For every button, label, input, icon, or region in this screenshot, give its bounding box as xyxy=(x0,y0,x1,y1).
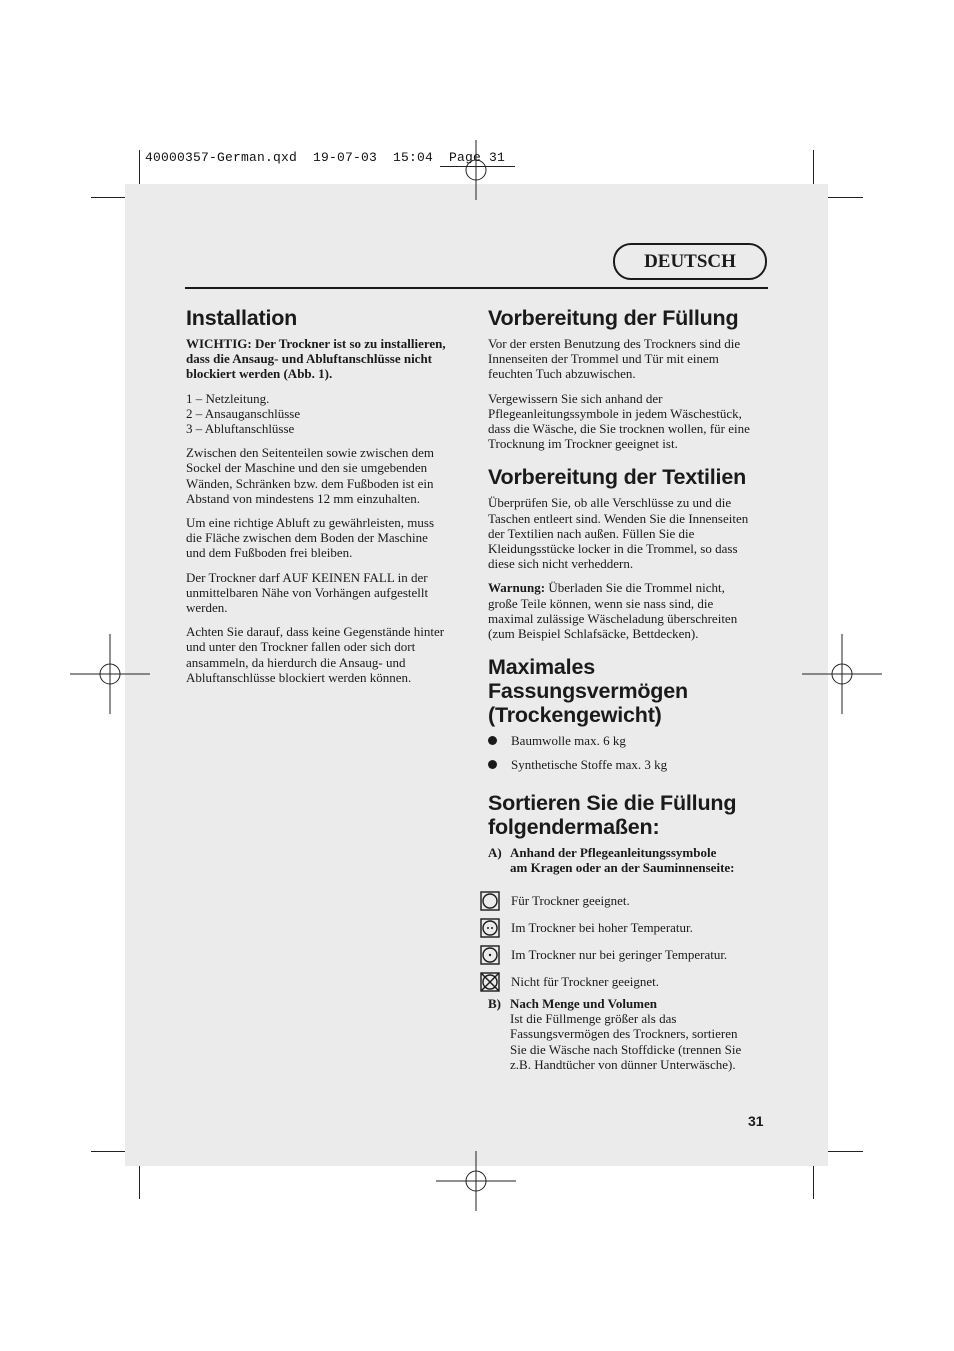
text-line: Anhand der Pflegeanleitungssymbole xyxy=(510,844,717,860)
bullet-icon xyxy=(488,736,497,745)
text-line: der Textilien nach außen. Füllen Sie die xyxy=(488,525,695,541)
text-line: Wänden, Schränken bzw. dem Fußboden ist ein xyxy=(186,475,434,491)
bullet-icon xyxy=(488,760,497,769)
tumble-dry-high-icon xyxy=(480,918,500,938)
care-symbol-text: Für Trockner geeignet. xyxy=(511,893,630,909)
tumble-dry-low-icon xyxy=(480,945,500,965)
right-column xyxy=(488,306,768,1080)
sort-step-a xyxy=(488,845,768,875)
crop-mark xyxy=(139,150,140,188)
warning-label: Warnung: xyxy=(488,580,546,596)
warning-paragraph xyxy=(488,580,768,641)
text-line: WICHTIG: Der Trockner ist so zu installieren, xyxy=(186,336,446,351)
text-line: Sie die Wäsche nach Stoffdicke (trennen Sie xyxy=(510,1041,742,1057)
text-line: Vergewissern Sie sich anhand der xyxy=(488,390,663,406)
installation-para-2 xyxy=(186,515,466,561)
text-line: große Teile können, wenn sie nass sind, die xyxy=(488,595,714,611)
text-line: Überladen Sie die Trommel nicht, xyxy=(545,580,725,596)
care-symbol-row xyxy=(488,972,768,992)
capacity-list xyxy=(488,733,768,772)
text-line: dass die Wäsche, die Sie trocknen wollen, für eine xyxy=(488,421,750,437)
prep-load-para-2 xyxy=(488,391,768,452)
language-label: DEUTSCH xyxy=(613,243,767,280)
installation-para-3 xyxy=(186,570,466,616)
part-item: 2 – Ansauganschlüsse xyxy=(186,405,301,421)
text-line: Der Trockner darf AUF KEINEN FALL in der xyxy=(186,569,428,585)
text-line: die Fläche zwischen dem Boden der Maschine xyxy=(186,530,428,546)
list-item xyxy=(488,757,768,772)
registration-mark-icon xyxy=(802,634,882,714)
heading-line: Maximales xyxy=(488,655,595,680)
crop-mark xyxy=(139,1161,140,1199)
text-line: dass die Ansaug- und Abluftanschlüsse nicht xyxy=(186,351,433,367)
text-line: Vor der ersten Benutzung des Trockners sind die xyxy=(488,336,741,351)
prep-load-para-1 xyxy=(488,336,768,382)
list-item-text: Synthetische Stoffe max. 3 kg xyxy=(511,757,668,773)
text-line: Achten Sie darauf, dass keine Gegenstände hinter xyxy=(186,624,445,640)
list-item xyxy=(488,733,768,748)
registration-mark-icon xyxy=(436,130,516,210)
text-line: unmittelbaren Nähe von Vorhängen aufgestellt xyxy=(186,584,429,600)
sort-step-b xyxy=(488,996,768,1072)
care-symbol-row xyxy=(488,918,768,938)
part-item: 1 – Netzleitung. xyxy=(186,390,270,406)
text-line: blockiert werden (Abb. 1). xyxy=(186,366,333,382)
text-line: feuchten Tuch abzuwischen. xyxy=(488,366,636,382)
do-not-tumble-dry-icon xyxy=(480,972,500,992)
heading-line: folgendermaßen: xyxy=(488,814,660,839)
care-symbol-text: Im Trockner nur bei geringer Temperatur. xyxy=(511,947,728,963)
care-symbol-row xyxy=(488,891,768,911)
registration-mark-icon xyxy=(436,1141,516,1221)
installation-heading: Installation xyxy=(186,306,298,330)
text-line: Innenseiten der Trommel und Tür mit einem xyxy=(488,351,719,367)
text-line: am Kragen oder an der Sauminnenseite: xyxy=(510,859,735,875)
text-line: Ist die Füllmenge größer als das xyxy=(510,1011,677,1027)
text-line: z.B. Handtücher von dünner Unterwäsche). xyxy=(510,1056,736,1072)
text-line: Überprüfen Sie, ob alle Verschlüsse zu und die xyxy=(488,495,732,511)
text-line: werden. xyxy=(186,600,228,616)
installation-para-4 xyxy=(186,624,466,685)
text-line: Abluftanschlüsse blockiert werden können. xyxy=(186,669,412,685)
print-slug: 40000357-German.qxd 19-07-03 15:04 Page 31 xyxy=(145,150,506,165)
step-text xyxy=(510,996,768,1072)
page-number: 31 xyxy=(748,1113,764,1129)
text-line: Taschen entleert sind. Wenden Sie die Innenseiten xyxy=(488,510,749,526)
text-line: diese sich nicht verheddern. xyxy=(488,556,634,572)
care-symbol-text: Im Trockner bei hoher Temperatur. xyxy=(511,920,693,936)
text-line: Zwischen den Seitenteilen sowie zwischen dem xyxy=(186,445,435,461)
text-line: und unter den Trockner fallen oder sich dort xyxy=(186,639,416,655)
crop-mark xyxy=(823,197,863,198)
crop-mark xyxy=(813,150,814,188)
step-title: Nach Menge und Volumen xyxy=(510,996,657,1012)
text-line: Abstand von mindestens 12 mm einzuhalten. xyxy=(186,490,420,506)
text-line: Kleidungsstücke locker in die Trommel, so dass xyxy=(488,541,738,557)
left-column xyxy=(186,306,466,694)
part-item: 3 – Abluftanschlüsse xyxy=(186,421,295,437)
prep-textiles-para-1 xyxy=(488,495,768,571)
heading-line: (Trockengewicht) xyxy=(488,703,662,728)
text-line: Um eine richtige Abluft zu gewährleisten, muss xyxy=(186,515,435,531)
step-label: B) xyxy=(488,996,501,1012)
installation-para-1 xyxy=(186,445,466,506)
text-line: Trocknung im Trockner geeignet ist. xyxy=(488,436,678,452)
prep-textiles-heading: Vorbereitung der Textilien xyxy=(488,465,747,490)
prep-load-heading: Vorbereitung der Füllung xyxy=(488,306,739,330)
tumble-dry-icon xyxy=(480,891,500,911)
heading-line: Sortieren Sie die Füllung xyxy=(488,790,737,815)
care-symbol-row xyxy=(488,945,768,965)
step-label: A) xyxy=(488,844,502,860)
installation-important xyxy=(186,336,466,382)
care-symbol-text: Nicht für Trockner geeignet. xyxy=(511,974,660,990)
text-line: Fassungsvermögen des Trockners, sortieren xyxy=(510,1026,738,1042)
parts-list xyxy=(186,391,466,437)
heading-line: Fassungsvermögen xyxy=(488,679,688,704)
list-item-text: Baumwolle max. 6 kg xyxy=(511,733,626,749)
text-line: und dem Fußboden frei bleiben. xyxy=(186,545,353,561)
sort-heading xyxy=(488,791,768,839)
text-line: (zum Beispiel Schlafsäcke, Bettdecken). xyxy=(488,626,699,642)
registration-mark-icon xyxy=(70,634,150,714)
header-rule xyxy=(185,287,768,289)
crop-mark xyxy=(813,1161,814,1199)
text-line: maximal zulässige Wäscheladung überschreiten xyxy=(488,610,738,626)
capacity-heading xyxy=(488,655,768,727)
text-line: ansammeln, da hierdurch die Ansaug- und xyxy=(186,654,406,670)
text-line: Sockel der Maschine und den sie umgebenden xyxy=(186,460,428,476)
text-line: Pflegeanleitungssymbole in jedem Wäschestück, xyxy=(488,405,742,421)
step-text xyxy=(510,845,768,875)
crop-mark xyxy=(823,1151,863,1152)
